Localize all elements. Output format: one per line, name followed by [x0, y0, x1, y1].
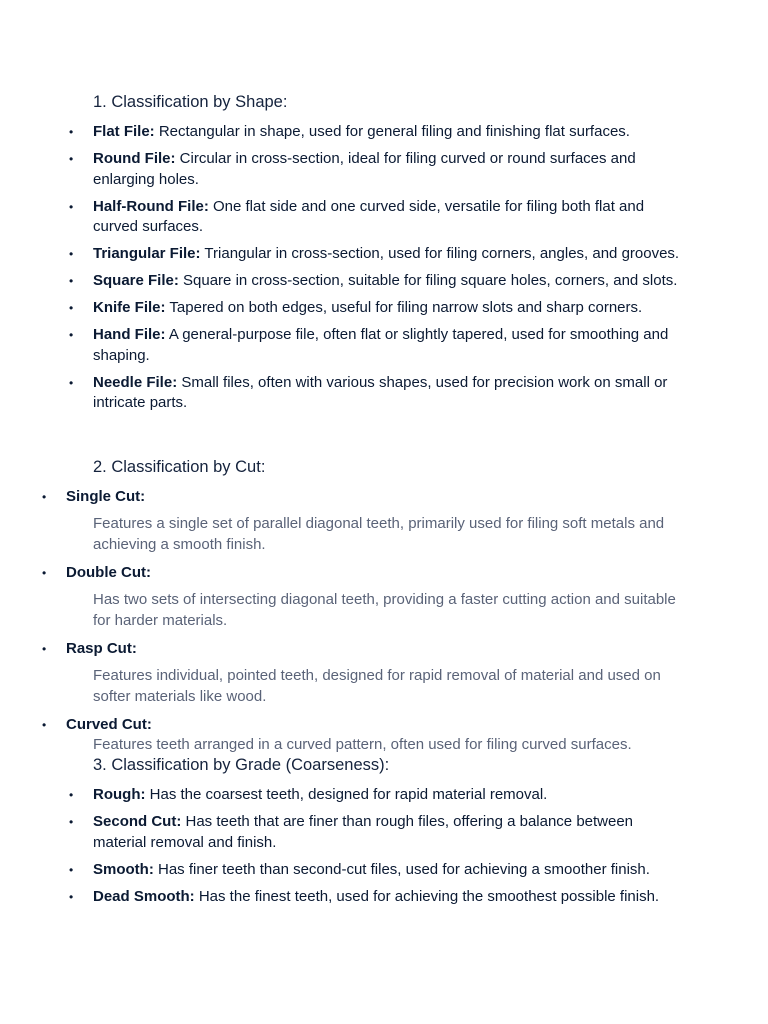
- grade-list: [69, 785, 683, 914]
- list-item: [69, 298, 683, 319]
- item-text: Has teeth that are finer than rough files, offering a balance between material removal and finish.: [93, 813, 634, 851]
- item-term: Rasp Cut:: [66, 640, 137, 657]
- item-text: Rectangular in shape, used for general filing and finishing flat surfaces.: [154, 123, 630, 140]
- item-text: Has the coarsest teeth, designed for rapid material removal.: [145, 786, 548, 803]
- bullet: •: [69, 247, 74, 261]
- item-description: Features a single set of parallel diagonal teeth, primarily used for filing soft metals and achieving a smooth finish.: [93, 515, 665, 553]
- list-item: [69, 887, 683, 908]
- item-term: Curved Cut:: [66, 716, 152, 733]
- list-item: [69, 122, 683, 143]
- item-text: Triangular in cross-section, used for filing corners, angles, and grooves.: [200, 245, 680, 262]
- item-term: Double Cut:: [66, 564, 151, 581]
- bullet: •: [69, 889, 74, 904]
- list-item: [69, 373, 683, 414]
- item-term: Knife File:: [93, 299, 166, 316]
- bullet: •: [69, 375, 74, 390]
- item-text: A general-purpose file, often flat or slightly tapered, used for smoothing and shaping.: [93, 326, 669, 364]
- list-item: [69, 325, 683, 366]
- list-item: [42, 563, 683, 631]
- bullet: •: [42, 642, 47, 656]
- item-term: Needle File:: [93, 373, 178, 391]
- item-text: Small files, often with various shapes, used for precision work on small or intricate parts.: [93, 373, 668, 411]
- shape-list: [69, 122, 683, 420]
- item-description: Has two sets of intersecting diagonal teeth, providing a faster cutting action and suitable for harder materials.: [93, 591, 676, 629]
- item-term: Hand File:: [93, 326, 166, 343]
- bullet: •: [69, 274, 74, 288]
- item-term: Half-Round File:: [93, 197, 209, 215]
- item-term: Flat File:: [93, 123, 155, 140]
- bullet: •: [42, 566, 47, 580]
- bullet: •: [42, 718, 47, 732]
- item-term: Second Cut:: [93, 813, 182, 830]
- list-item: [42, 639, 683, 707]
- item-term: Triangular File:: [93, 245, 201, 262]
- bullet: •: [69, 788, 74, 802]
- cut-list: [42, 487, 683, 756]
- list-item: [69, 785, 683, 806]
- item-term: Smooth:: [93, 860, 154, 878]
- shape-heading: 1. Classification by Shape:: [93, 93, 288, 111]
- bullet: •: [69, 125, 74, 139]
- item-description: Features individual, pointed teeth, designed for rapid removal of material and used on softer materials like wood.: [93, 667, 661, 705]
- list-item: [69, 244, 683, 265]
- list-item: [42, 715, 683, 756]
- item-text: Has finer teeth than second-cut files, used for achieving a smoother finish.: [153, 860, 650, 878]
- item-term: Rough:: [93, 786, 146, 803]
- grade-heading: 3. Classification by Grade (Coarseness):: [93, 756, 390, 774]
- bullet: •: [69, 199, 74, 214]
- list-item: [69, 860, 683, 881]
- item-text: Square in cross-section, suitable for filing square holes, corners, and slots.: [178, 272, 678, 289]
- list-item: [69, 197, 683, 238]
- item-term: Square File:: [93, 272, 179, 289]
- bullet: •: [69, 862, 74, 877]
- cut-heading: 2. Classification by Cut:: [93, 458, 266, 476]
- item-term: Dead Smooth:: [93, 887, 195, 905]
- bullet: •: [69, 328, 74, 342]
- item-text: Circular in cross-section, ideal for filing curved or round surfaces and enlarging holes.: [93, 150, 636, 188]
- list-item: [42, 487, 683, 555]
- item-term: Single Cut:: [66, 488, 146, 505]
- bullet: •: [42, 490, 47, 504]
- item-description: Features teeth arranged in a curved pattern, often used for filing curved surfaces.: [93, 736, 632, 753]
- list-item: [69, 149, 683, 190]
- list-item: [69, 271, 683, 292]
- item-term: Round File:: [93, 150, 176, 167]
- item-text: One flat side and one curved side, versatile for filing both flat and curved surfaces.: [93, 197, 645, 235]
- item-text: Tapered on both edges, useful for filing narrow slots and sharp corners.: [165, 299, 643, 316]
- bullet: •: [69, 815, 74, 829]
- item-text: Has the finest teeth, used for achieving the smoothest possible finish.: [194, 887, 660, 905]
- bullet: •: [69, 301, 74, 315]
- list-item: [69, 812, 683, 853]
- bullet: •: [69, 152, 74, 166]
